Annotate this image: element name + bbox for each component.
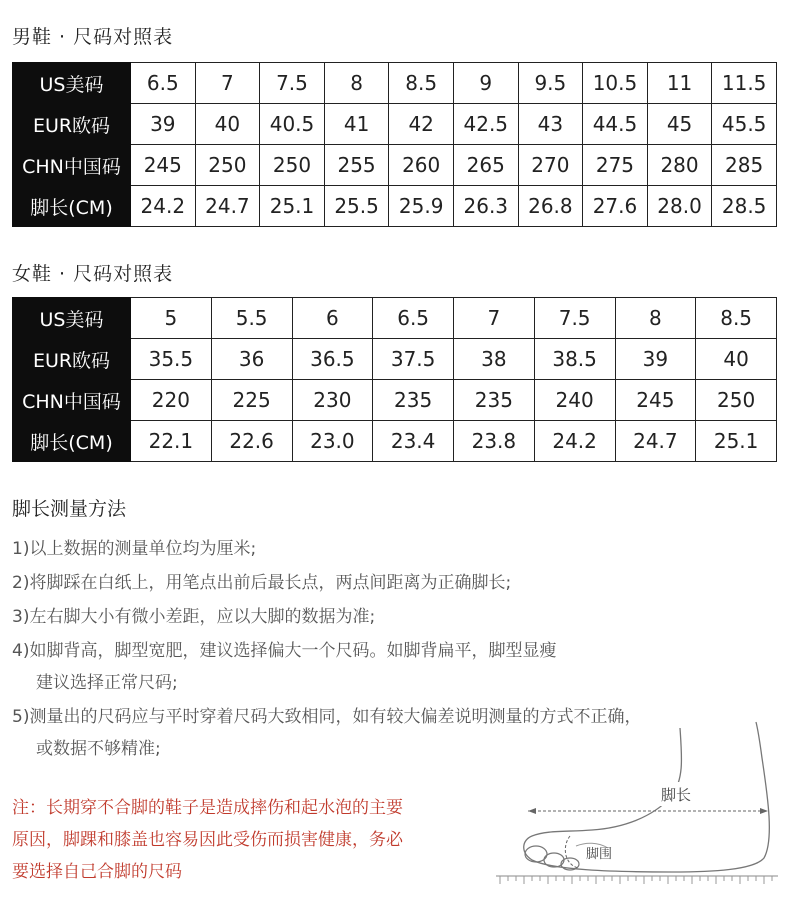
measure-step-text: 5)测量出的尺码应与平时穿着尺码大致相同，如有较大偏差说明测量的方式不正确， <box>12 707 642 727</box>
table-cell: 24.7 <box>615 421 696 462</box>
table-cell: 9.5 <box>518 63 583 104</box>
table-cell: 41 <box>324 104 389 145</box>
table-cell: 7 <box>454 298 535 339</box>
table-cell: 37.5 <box>373 339 454 380</box>
table-cell: 270 <box>518 145 583 186</box>
table-cell: 40.5 <box>260 104 325 145</box>
table-row <box>13 380 777 421</box>
table-cell: 240 <box>534 380 615 421</box>
measure-step-continuation: 建议选择正常尺码; <box>36 673 178 693</box>
men-size-chart-title: 男鞋 · 尺码对照表 <box>12 26 174 48</box>
table-cell: 7.5 <box>260 63 325 104</box>
table-cell: 43 <box>518 104 583 145</box>
table-cell: 22.6 <box>211 421 292 462</box>
table-cell: 275 <box>583 145 648 186</box>
row-header: EUR欧码 <box>13 104 131 145</box>
table-cell: 285 <box>712 145 777 186</box>
table-cell: 42 <box>389 104 454 145</box>
table-cell: 8 <box>615 298 696 339</box>
table-cell: 24.7 <box>195 186 260 227</box>
table-cell: 42.5 <box>453 104 518 145</box>
table-cell: 250 <box>696 380 777 421</box>
table-cell: 26.3 <box>453 186 518 227</box>
table-cell: 6.5 <box>373 298 454 339</box>
row-header: CHN中国码 <box>13 380 131 421</box>
foot-measure-icon <box>492 718 782 908</box>
table-cell: 11 <box>647 63 712 104</box>
table-row <box>13 104 777 145</box>
men-size-table <box>12 62 777 227</box>
row-header: CHN中国码 <box>13 145 131 186</box>
table-cell: 255 <box>324 145 389 186</box>
table-cell: 245 <box>615 380 696 421</box>
table-cell: 27.6 <box>583 186 648 227</box>
measure-step-text: 2)将脚踩在白纸上，用笔点出前后最长点，两点间距离为正确脚长; <box>12 573 512 593</box>
table-cell: 38 <box>454 339 535 380</box>
table-cell: 45 <box>647 104 712 145</box>
row-header: 脚长(CM) <box>13 186 131 227</box>
table-cell: 235 <box>373 380 454 421</box>
table-cell: 28.0 <box>647 186 712 227</box>
table-cell: 235 <box>454 380 535 421</box>
table-cell: 225 <box>211 380 292 421</box>
table-cell: 24.2 <box>131 186 196 227</box>
table-cell: 250 <box>260 145 325 186</box>
table-row <box>13 339 777 380</box>
row-header: EUR欧码 <box>13 339 131 380</box>
table-cell: 245 <box>131 145 196 186</box>
women-size-table <box>12 297 777 462</box>
table-cell: 25.1 <box>696 421 777 462</box>
row-header: US美码 <box>13 63 131 104</box>
table-cell: 39 <box>615 339 696 380</box>
measure-step <box>12 538 782 560</box>
table-cell: 265 <box>453 145 518 186</box>
table-cell: 22.1 <box>131 421 212 462</box>
table-cell: 23.0 <box>292 421 373 462</box>
table-cell: 11.5 <box>712 63 777 104</box>
measure-step-text: 1)以上数据的测量单位均为厘米; <box>12 539 257 559</box>
table-cell: 36 <box>211 339 292 380</box>
table-cell: 220 <box>131 380 212 421</box>
table-cell: 250 <box>195 145 260 186</box>
table-cell: 24.2 <box>534 421 615 462</box>
row-header: US美码 <box>13 298 131 339</box>
measure-step-continuation: 或数据不够精准; <box>36 739 161 759</box>
table-cell: 25.1 <box>260 186 325 227</box>
table-row <box>13 421 777 462</box>
warning-note <box>12 792 492 888</box>
table-cell: 5 <box>131 298 212 339</box>
measure-step <box>12 606 782 628</box>
table-cell: 23.4 <box>373 421 454 462</box>
table-cell: 25.9 <box>389 186 454 227</box>
table-cell: 40 <box>195 104 260 145</box>
table-cell: 8.5 <box>389 63 454 104</box>
table-cell: 26.8 <box>518 186 583 227</box>
measure-method-title: 脚长测量方法 <box>12 498 127 520</box>
table-cell: 6.5 <box>131 63 196 104</box>
table-cell: 35.5 <box>131 339 212 380</box>
table-row <box>13 298 777 339</box>
table-cell: 9 <box>453 63 518 104</box>
table-cell: 40 <box>696 339 777 380</box>
women-size-chart-title: 女鞋 · 尺码对照表 <box>12 263 174 285</box>
table-cell: 39 <box>131 104 196 145</box>
foot-length-label: 脚长 <box>661 786 692 804</box>
warning-note-line: 注：长期穿不合脚的鞋子是造成摔伤和起水泡的主要 <box>12 798 403 818</box>
table-row <box>13 145 777 186</box>
table-cell: 7 <box>195 63 260 104</box>
row-header: 脚长(CM) <box>13 421 131 462</box>
measure-step <box>12 640 782 694</box>
table-cell: 8.5 <box>696 298 777 339</box>
table-cell: 23.8 <box>454 421 535 462</box>
table-cell: 6 <box>292 298 373 339</box>
table-cell: 38.5 <box>534 339 615 380</box>
table-cell: 28.5 <box>712 186 777 227</box>
measure-step-text: 4)如脚背高，脚型宽肥，建议选择偏大一个尺码。如脚背扁平，脚型显瘦 <box>12 641 557 661</box>
table-cell: 280 <box>647 145 712 186</box>
table-cell: 5.5 <box>211 298 292 339</box>
table-row <box>13 63 777 104</box>
table-cell: 260 <box>389 145 454 186</box>
table-cell: 8 <box>324 63 389 104</box>
table-cell: 10.5 <box>583 63 648 104</box>
warning-note-line: 原因，脚踝和膝盖也容易因此受伤而损害健康，务必 <box>12 830 403 850</box>
table-cell: 45.5 <box>712 104 777 145</box>
table-cell: 7.5 <box>534 298 615 339</box>
warning-note-line: 要选择自己合脚的尺码 <box>12 862 182 882</box>
table-row <box>13 186 777 227</box>
foot-girth-label: 脚围 <box>586 847 613 862</box>
measure-step-text: 3)左右脚大小有微小差距，应以大脚的数据为准; <box>12 607 376 627</box>
table-cell: 36.5 <box>292 339 373 380</box>
measure-step <box>12 572 782 594</box>
table-cell: 44.5 <box>583 104 648 145</box>
table-cell: 25.5 <box>324 186 389 227</box>
table-cell: 230 <box>292 380 373 421</box>
